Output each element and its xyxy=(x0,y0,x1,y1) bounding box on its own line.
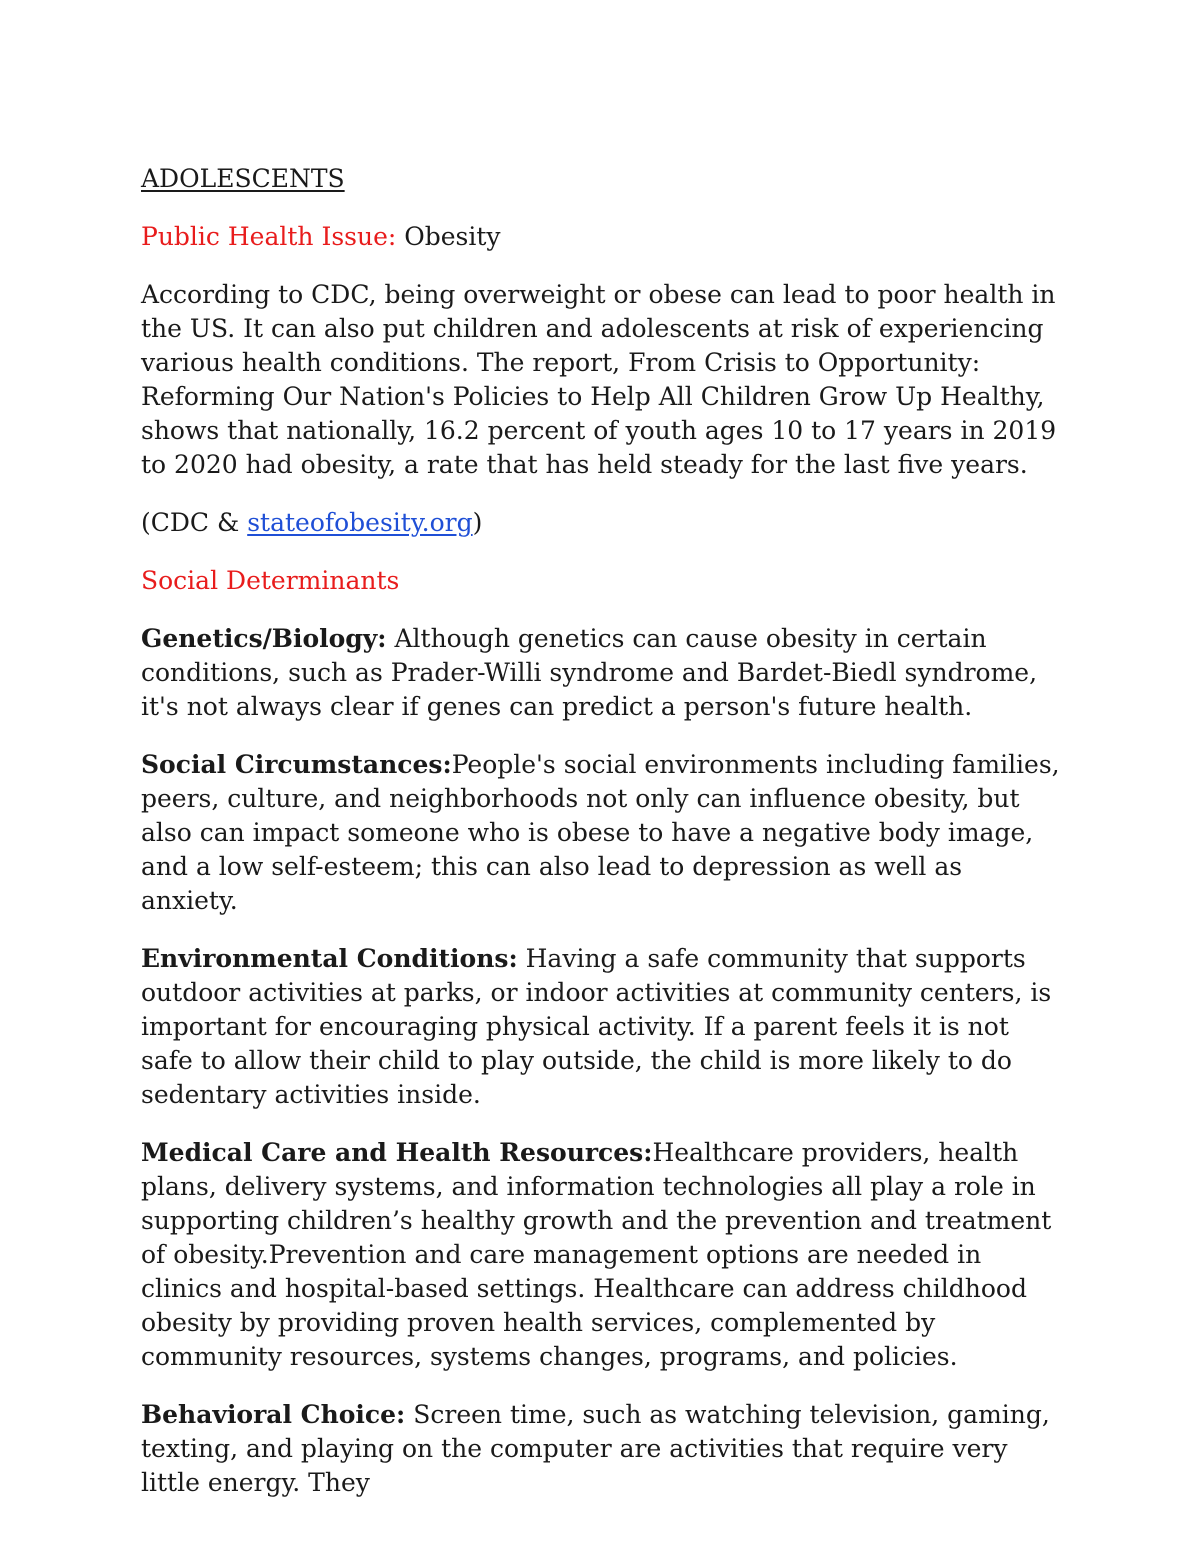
determinant-behavioral-choice xyxy=(141,1398,1061,1500)
issue-value: Obesity xyxy=(404,222,501,251)
intro-paragraph: According to CDC, being overweight or obese can lead to poor health in the US. It can also put children and adolescents at risk of experiencing various health conditions. The report, From Crisis to Opportunity: Reforming Our Nation's Policies to Help All Children Grow Up Healthy, shows that nationally, 16.2 percent of youth ages 10 to 17 years in 2019 to 2020 had obesity, a rate that has held steady for the last five years. xyxy=(141,280,1057,479)
stateofobesity-link[interactable]: stateofobesity.org xyxy=(247,508,473,537)
determinant-label: Behavioral Choice: xyxy=(141,1400,406,1429)
public-health-issue-line xyxy=(141,220,1061,254)
document-page xyxy=(141,162,1061,1524)
determinant-text: Having a safe community that supports outdoor activities at parks, or indoor activities at community centers, is important for encouraging physical activity. If a parent feels it is not safe to allow their child to play outside, the child is more likely to do sedentary activities inside. xyxy=(141,944,1052,1109)
determinant-label: Medical Care and Health Resources: xyxy=(141,1138,653,1167)
determinant-text: Screen time, such as watching television, gaming, texting, and playing on the computer are activities that require very little energy. They xyxy=(141,1400,1050,1497)
citation xyxy=(141,506,1061,540)
determinant-label: Environmental Conditions: xyxy=(141,944,518,973)
determinant-environmental-conditions xyxy=(141,942,1061,1112)
citation-prefix: (CDC & xyxy=(141,508,248,537)
determinant-label: Social Circumstances: xyxy=(141,750,452,779)
determinant-genetics-biology xyxy=(141,622,1061,724)
determinant-text: Healthcare providers, health plans, delivery systems, and information technologies all play a role in supporting children’s healthy growth and the prevention and treatment of obesity.Prevention and care management options are needed in clinics and hospital-based settings. Healthcare can address childhood obesity by providing proven health services, complemented by community resources, systems changes, programs, and policies. xyxy=(141,1138,1052,1371)
determinant-medical-care xyxy=(141,1136,1061,1374)
determinant-text: Although genetics can cause obesity in certain conditions, such as Prader-Willi syndrome and Bardet-Biedl syndrome, it's not always clear if genes can predict a person's future health. xyxy=(141,624,1038,721)
determinant-text: People's social environments including families, peers, culture, and neighborhoods not only can influence obesity, but also can impact someone who is obese to have a negative body image, and a low self-esteem; this can also lead to depression as well as anxiety. xyxy=(141,750,1060,915)
determinant-label: Genetics/Biology: xyxy=(141,624,387,653)
section-title-social-determinants: Social Determinants xyxy=(141,566,400,595)
document-heading: ADOLESCENTS xyxy=(141,164,345,193)
determinant-social-circumstances xyxy=(141,748,1061,918)
issue-label: Public Health Issue: xyxy=(141,222,405,251)
citation-suffix: ) xyxy=(472,508,483,537)
